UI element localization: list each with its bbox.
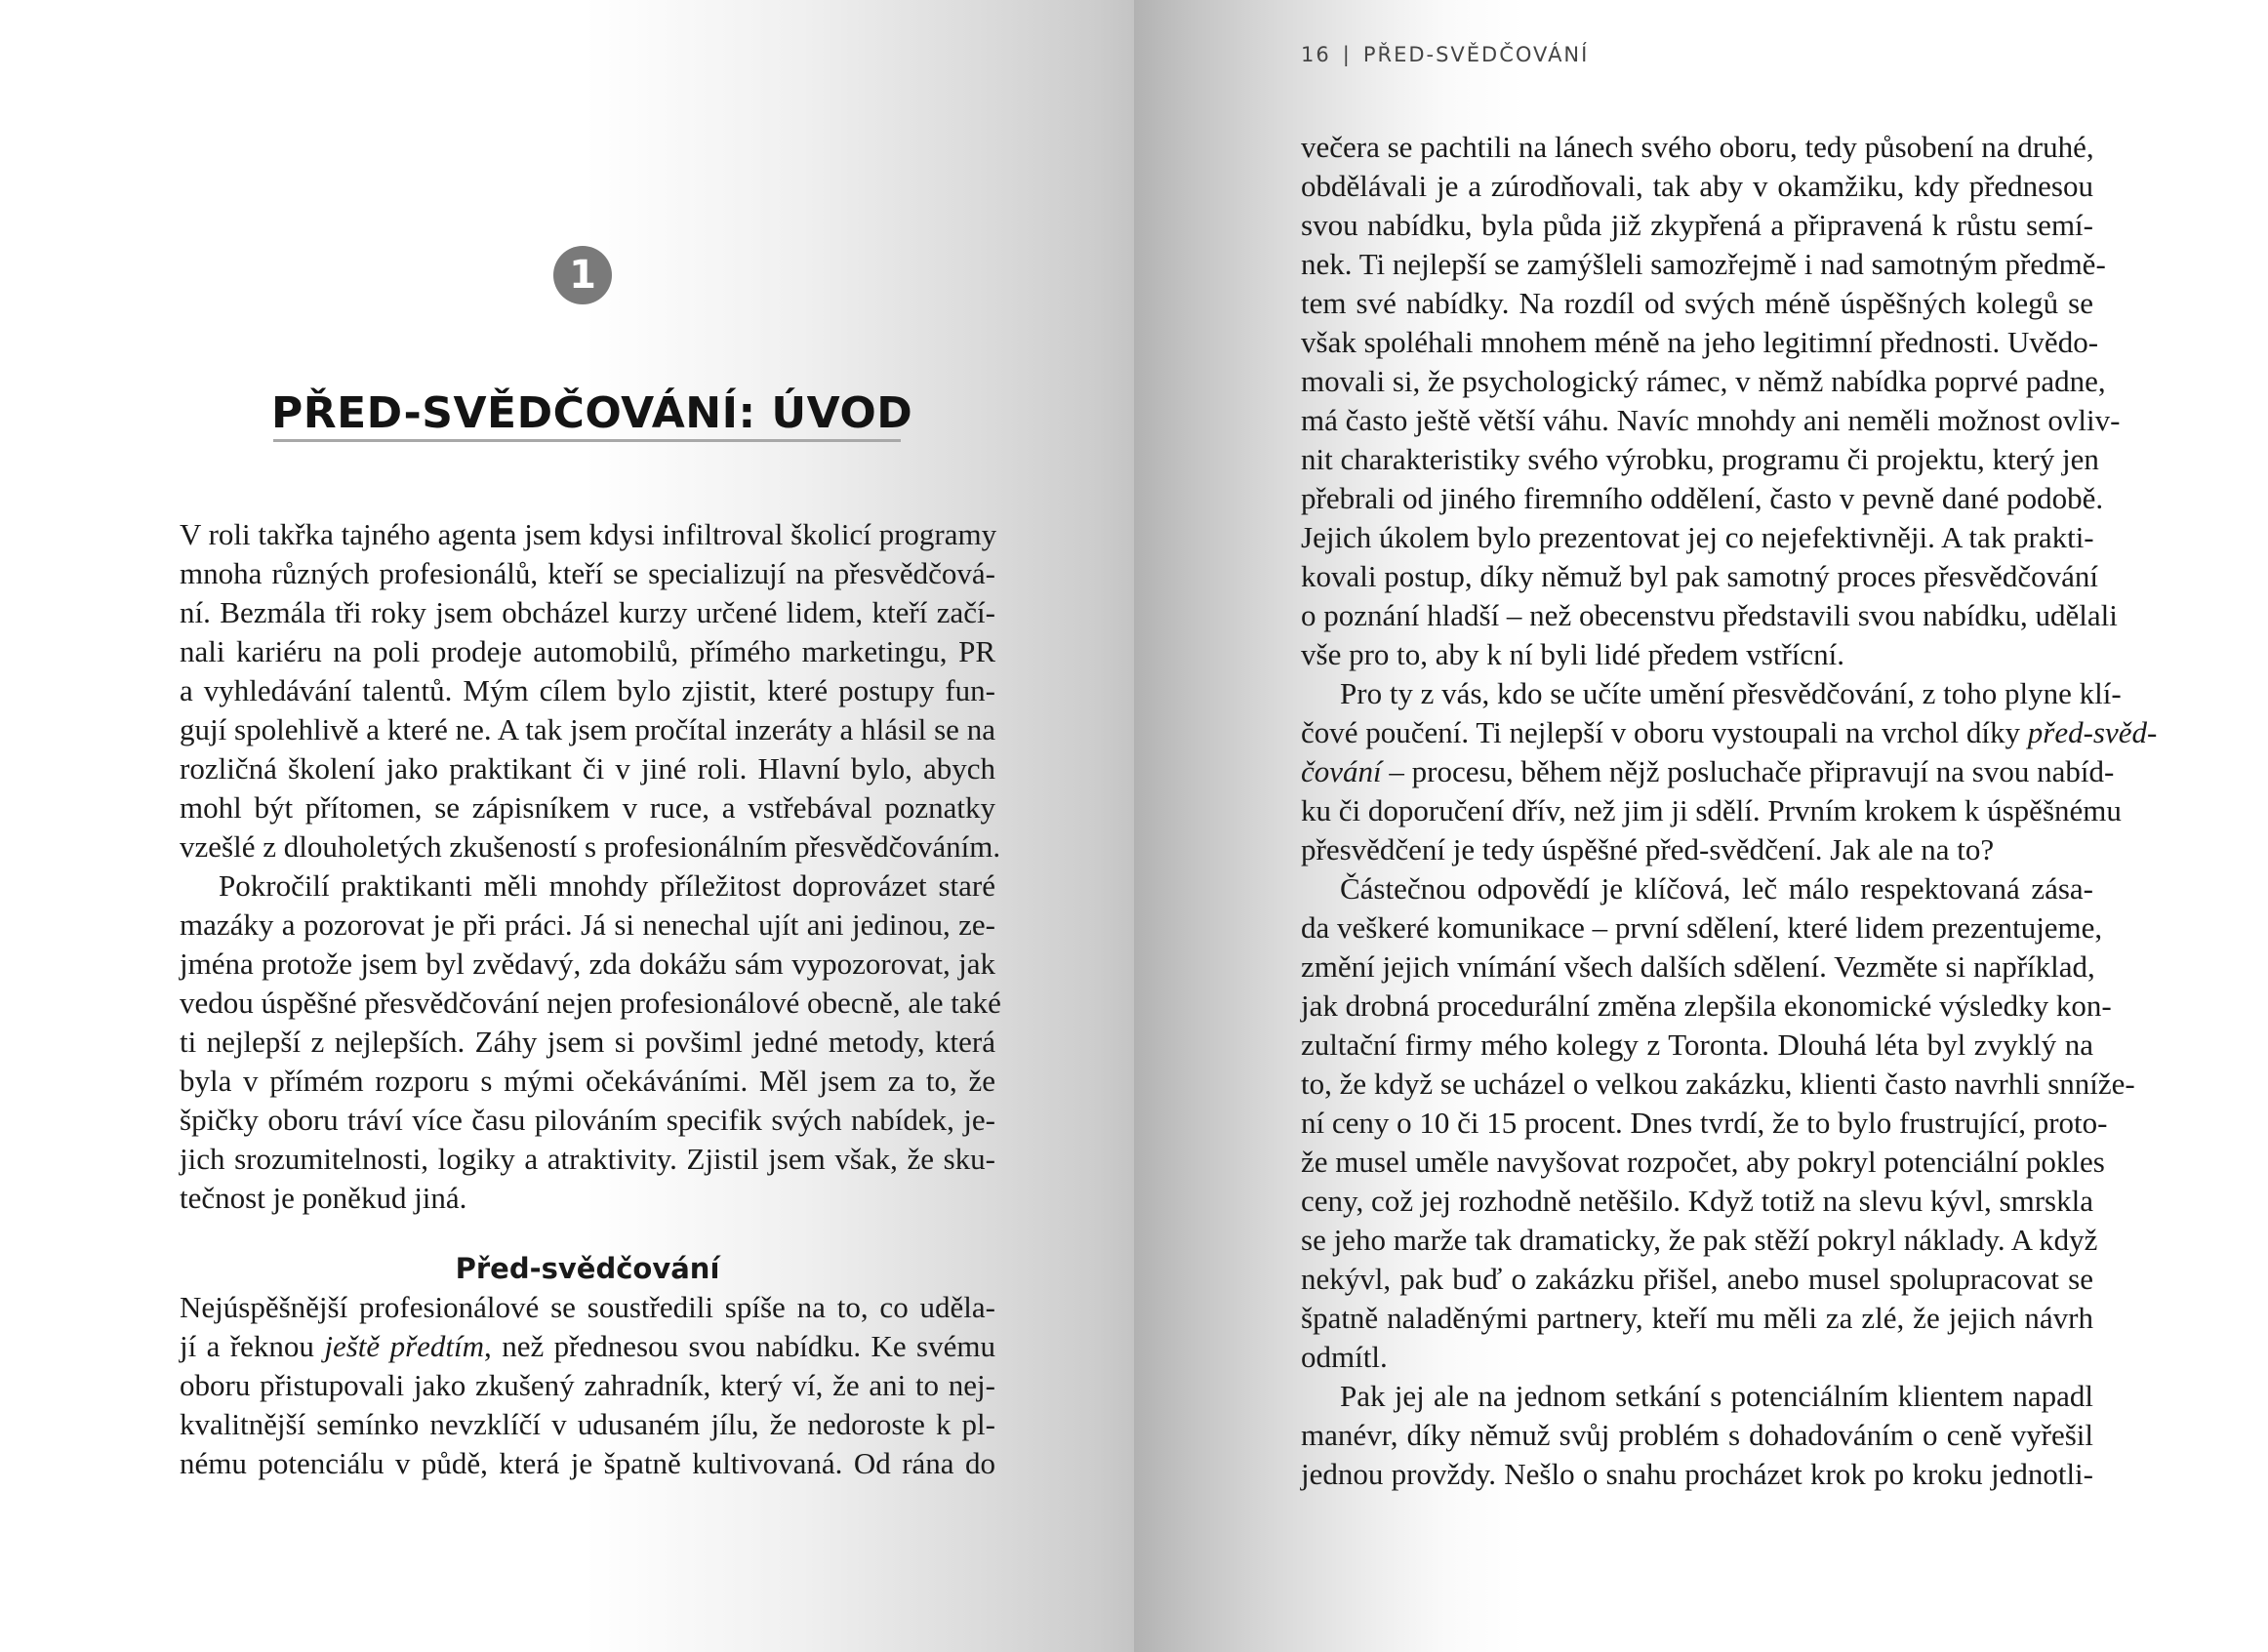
text-line: změní jejich vnímání všech dalších sdělení. Vezměte si například, bbox=[1301, 949, 2095, 984]
section-subheading: Před-svědčování bbox=[455, 1252, 720, 1285]
italic-emphasis: čování bbox=[1301, 754, 1382, 788]
chapter-title: PŘED-SVĚDČOVÁNÍ: ÚVOD bbox=[271, 388, 913, 438]
text-run: – procesu, během nějž posluchače připravují na svou nabíd- bbox=[1381, 754, 2115, 788]
text-line: to, že když se ucházel o velkou zakázku, klienti často navrhli snníže- bbox=[1301, 1067, 2135, 1101]
text-line: špatně naladěnými partnery, kteří mu měli za zlé, že jejich návrh bbox=[1301, 1301, 2093, 1335]
text-line: špičky oboru tráví více času pilováním specifik svých nabídek, je- bbox=[180, 1103, 995, 1137]
text-line: přebrali od jiného firemního oddělení, často v pevně dané podobě. bbox=[1301, 481, 2104, 515]
text-line: se jeho marže tak dramaticky, že pak stěží pokryl náklady. A když bbox=[1301, 1223, 2098, 1257]
text-line: Pak jej ale na jednom setkání s potenciálním klientem napadl bbox=[1340, 1379, 2093, 1413]
text-line: V roli takřka tajného agenta jsem kdysi infiltroval školicí programy bbox=[180, 517, 997, 551]
text-line: kvalitnější semínko nevzklíčí v udusaném jílu, že nedoroste k pl- bbox=[180, 1407, 995, 1441]
right-paragraph-3 bbox=[1301, 869, 2135, 1377]
text-line: vedou úspěšné přesvědčování nejen profesionálové obecně, ale také bbox=[180, 986, 1001, 1020]
text-line: jména protože jsem byl zvědavý, zda dokážu sám vypozorovat, jak bbox=[180, 947, 995, 981]
italic-emphasis: před-svěd- bbox=[2027, 715, 2158, 749]
text-line: nému potenciálu v půdě, která je špatně kultivovaná. Od rána do bbox=[180, 1446, 995, 1480]
italic-emphasis: ještě předtím bbox=[324, 1329, 485, 1363]
text-line: ceny, což jej rozhodně netěšilo. Když totiž na slevu kývl, smrskla bbox=[1301, 1184, 2093, 1218]
text-line: mnoha různých profesionálů, kteří se specializují na přesvědčová- bbox=[180, 556, 995, 590]
text-line: večera se pachtili na lánech svého oboru, tedy působení na druhé, bbox=[1301, 130, 2094, 164]
right-paragraph-2 bbox=[1301, 674, 2158, 869]
chapter-number-badge: 1 bbox=[553, 246, 612, 304]
text-line: vzešlé z dlouholetých zkušeností s profesionálním přesvědčováním. bbox=[180, 829, 1001, 864]
text-line: nit charakteristiky svého výrobku, programu či projektu, který jen bbox=[1301, 442, 2099, 476]
text-line: že musel uměle navyšovat rozpočet, aby pokryl potenciální pokles bbox=[1301, 1145, 2105, 1179]
text-line: Pro ty z vás, kdo se učíte umění přesvědčování, z toho plyne klí- bbox=[1340, 676, 2122, 710]
text-line: da veškeré komunikace – první sdělení, které lidem prezentujeme, bbox=[1301, 910, 2103, 945]
text-line: Částečnou odpovědí je klíčová, leč málo respektovaná zása- bbox=[1340, 871, 2093, 906]
text-line: jich srozumitelnosti, logiky a atraktivity. Zjistil jsem však, že sku- bbox=[180, 1142, 995, 1176]
text-line: mazáky a pozorovat je při práci. Já si nenechal ujít ani jedinou, ze- bbox=[180, 907, 995, 942]
running-header bbox=[1301, 43, 1589, 66]
text-line: jednou provždy. Nešlo o snahu procházet krok po kroku jednotli- bbox=[1301, 1457, 2093, 1491]
text-line: svou nabídku, byla půda již zkypřená a připravená k růstu semí- bbox=[1301, 208, 2093, 242]
running-head-title: PŘED-SVĚDČOVÁNÍ bbox=[1362, 43, 1590, 66]
text-line: ku či doporučení dřív, než jim ji sdělí. Prvním krokem k úspěšnému bbox=[1301, 793, 2122, 827]
text-line: přesvědčení je tedy úspěšné před-svědčení. Jak ale na to? bbox=[1301, 832, 1995, 866]
text-line: tem své nabídky. Na rozdíl od svých méně úspěšných kolegů se bbox=[1301, 286, 2093, 320]
text-line: gují spolehlivě a které ne. A tak jsem pročítal inzeráty a hlásil se na bbox=[180, 712, 995, 746]
text-line: Nejúspěšnější profesionálové se soustředili spíše na to, co uděla- bbox=[180, 1290, 995, 1324]
text-line: nekývl, pak buď o zakázku přišel, anebo musel spolupracovat se bbox=[1301, 1262, 2093, 1296]
text-line bbox=[180, 1327, 995, 1366]
left-paragraph-3 bbox=[180, 1288, 995, 1483]
text-line: obdělávali je a zúrodňovali, tak aby v okamžiku, kdy přednesou bbox=[1301, 169, 2093, 203]
page-number: 16 bbox=[1301, 43, 1331, 66]
text-run: , než přednesou svou nabídku. Ke svému bbox=[484, 1329, 995, 1363]
text-line: má často ještě větší váhu. Navíc mnohdy ani neměli možnost ovliv- bbox=[1301, 403, 2121, 437]
text-line bbox=[1301, 752, 2115, 791]
text-line: byla v přímém rozporu s mými očekáváními. Měl jsem za to, že bbox=[180, 1064, 995, 1098]
text-run: jí a řeknou bbox=[180, 1329, 325, 1363]
text-line: Jejich úkolem bylo prezentovat jej co nejefektivněji. A tak prakti- bbox=[1301, 520, 2094, 554]
text-line: vše pro to, aby k ní byli lidé předem vstřícní. bbox=[1301, 637, 1845, 671]
text-line: ní. Bezmála tři roky jsem obcházel kurzy určené lidem, kteří začí- bbox=[180, 595, 995, 629]
text-line: mohl být přítomen, se zápisníkem v ruce, a vstřebával poznatky bbox=[180, 790, 995, 825]
left-paragraph-1 bbox=[180, 515, 1001, 866]
text-line: ní ceny o 10 či 15 procent. Dnes tvrdí, že to bylo frustrující, proto- bbox=[1301, 1106, 2108, 1140]
header-separator: | bbox=[1342, 43, 1352, 66]
text-line: rozličná školení jako praktikant či v jiné roli. Hlavní bylo, abych bbox=[180, 751, 995, 786]
text-line: jak drobná procedurální změna zlepšila ekonomické výsledky kon- bbox=[1301, 988, 2112, 1023]
text-run: čové poučení. Ti nejlepší v oboru vystoupali na vrchol díky bbox=[1301, 715, 2028, 749]
text-line: movali si, že psychologický rámec, v němž nabídka poprvé padne, bbox=[1301, 364, 2106, 398]
text-line: nek. Ti nejlepší se zamýšleli samozřejmě i nad samotným předmě- bbox=[1301, 247, 2106, 281]
right-paragraph-1 bbox=[1301, 128, 2121, 674]
text-line: kovali postup, díky němuž byl pak samotný proces přesvědčování bbox=[1301, 559, 2099, 593]
text-line: však spoléhali mnohem méně na jeho legitimní přednosti. Uvědo- bbox=[1301, 325, 2099, 359]
text-line: a vyhledávání talentů. Mým cílem bylo zjistit, které postupy fun- bbox=[180, 673, 995, 707]
text-line: tečnost je poněkud jiná. bbox=[180, 1181, 467, 1215]
text-line: ti nejlepší z nejlepších. Záhy jsem si povšiml jedné metody, která bbox=[180, 1025, 995, 1059]
text-line: o poznání hladší – než obecenstvu představili svou nabídku, udělali bbox=[1301, 598, 2118, 632]
chapter-title-underline bbox=[273, 439, 901, 442]
text-line: zultační firmy mého kolegy z Toronta. Dlouhá léta byl zvyklý na bbox=[1301, 1027, 2093, 1062]
text-line bbox=[1301, 713, 2158, 752]
text-line: oboru přistupovali jako zkušený zahradník, který ví, že ani to nej- bbox=[180, 1368, 995, 1402]
left-paragraph-2 bbox=[180, 866, 1001, 1218]
text-line: nali kariéru na poli prodeje automobilů, přímého marketingu, PR bbox=[180, 634, 995, 668]
text-line: manévr, díky němuž svůj problém s dohadováním o ceně vyřešil bbox=[1301, 1418, 2093, 1452]
right-paragraph-4 bbox=[1301, 1377, 2093, 1494]
text-line: odmítl. bbox=[1301, 1340, 1388, 1374]
text-line: Pokročilí praktikanti měli mnohdy příležitost doprovázet staré bbox=[219, 868, 995, 903]
